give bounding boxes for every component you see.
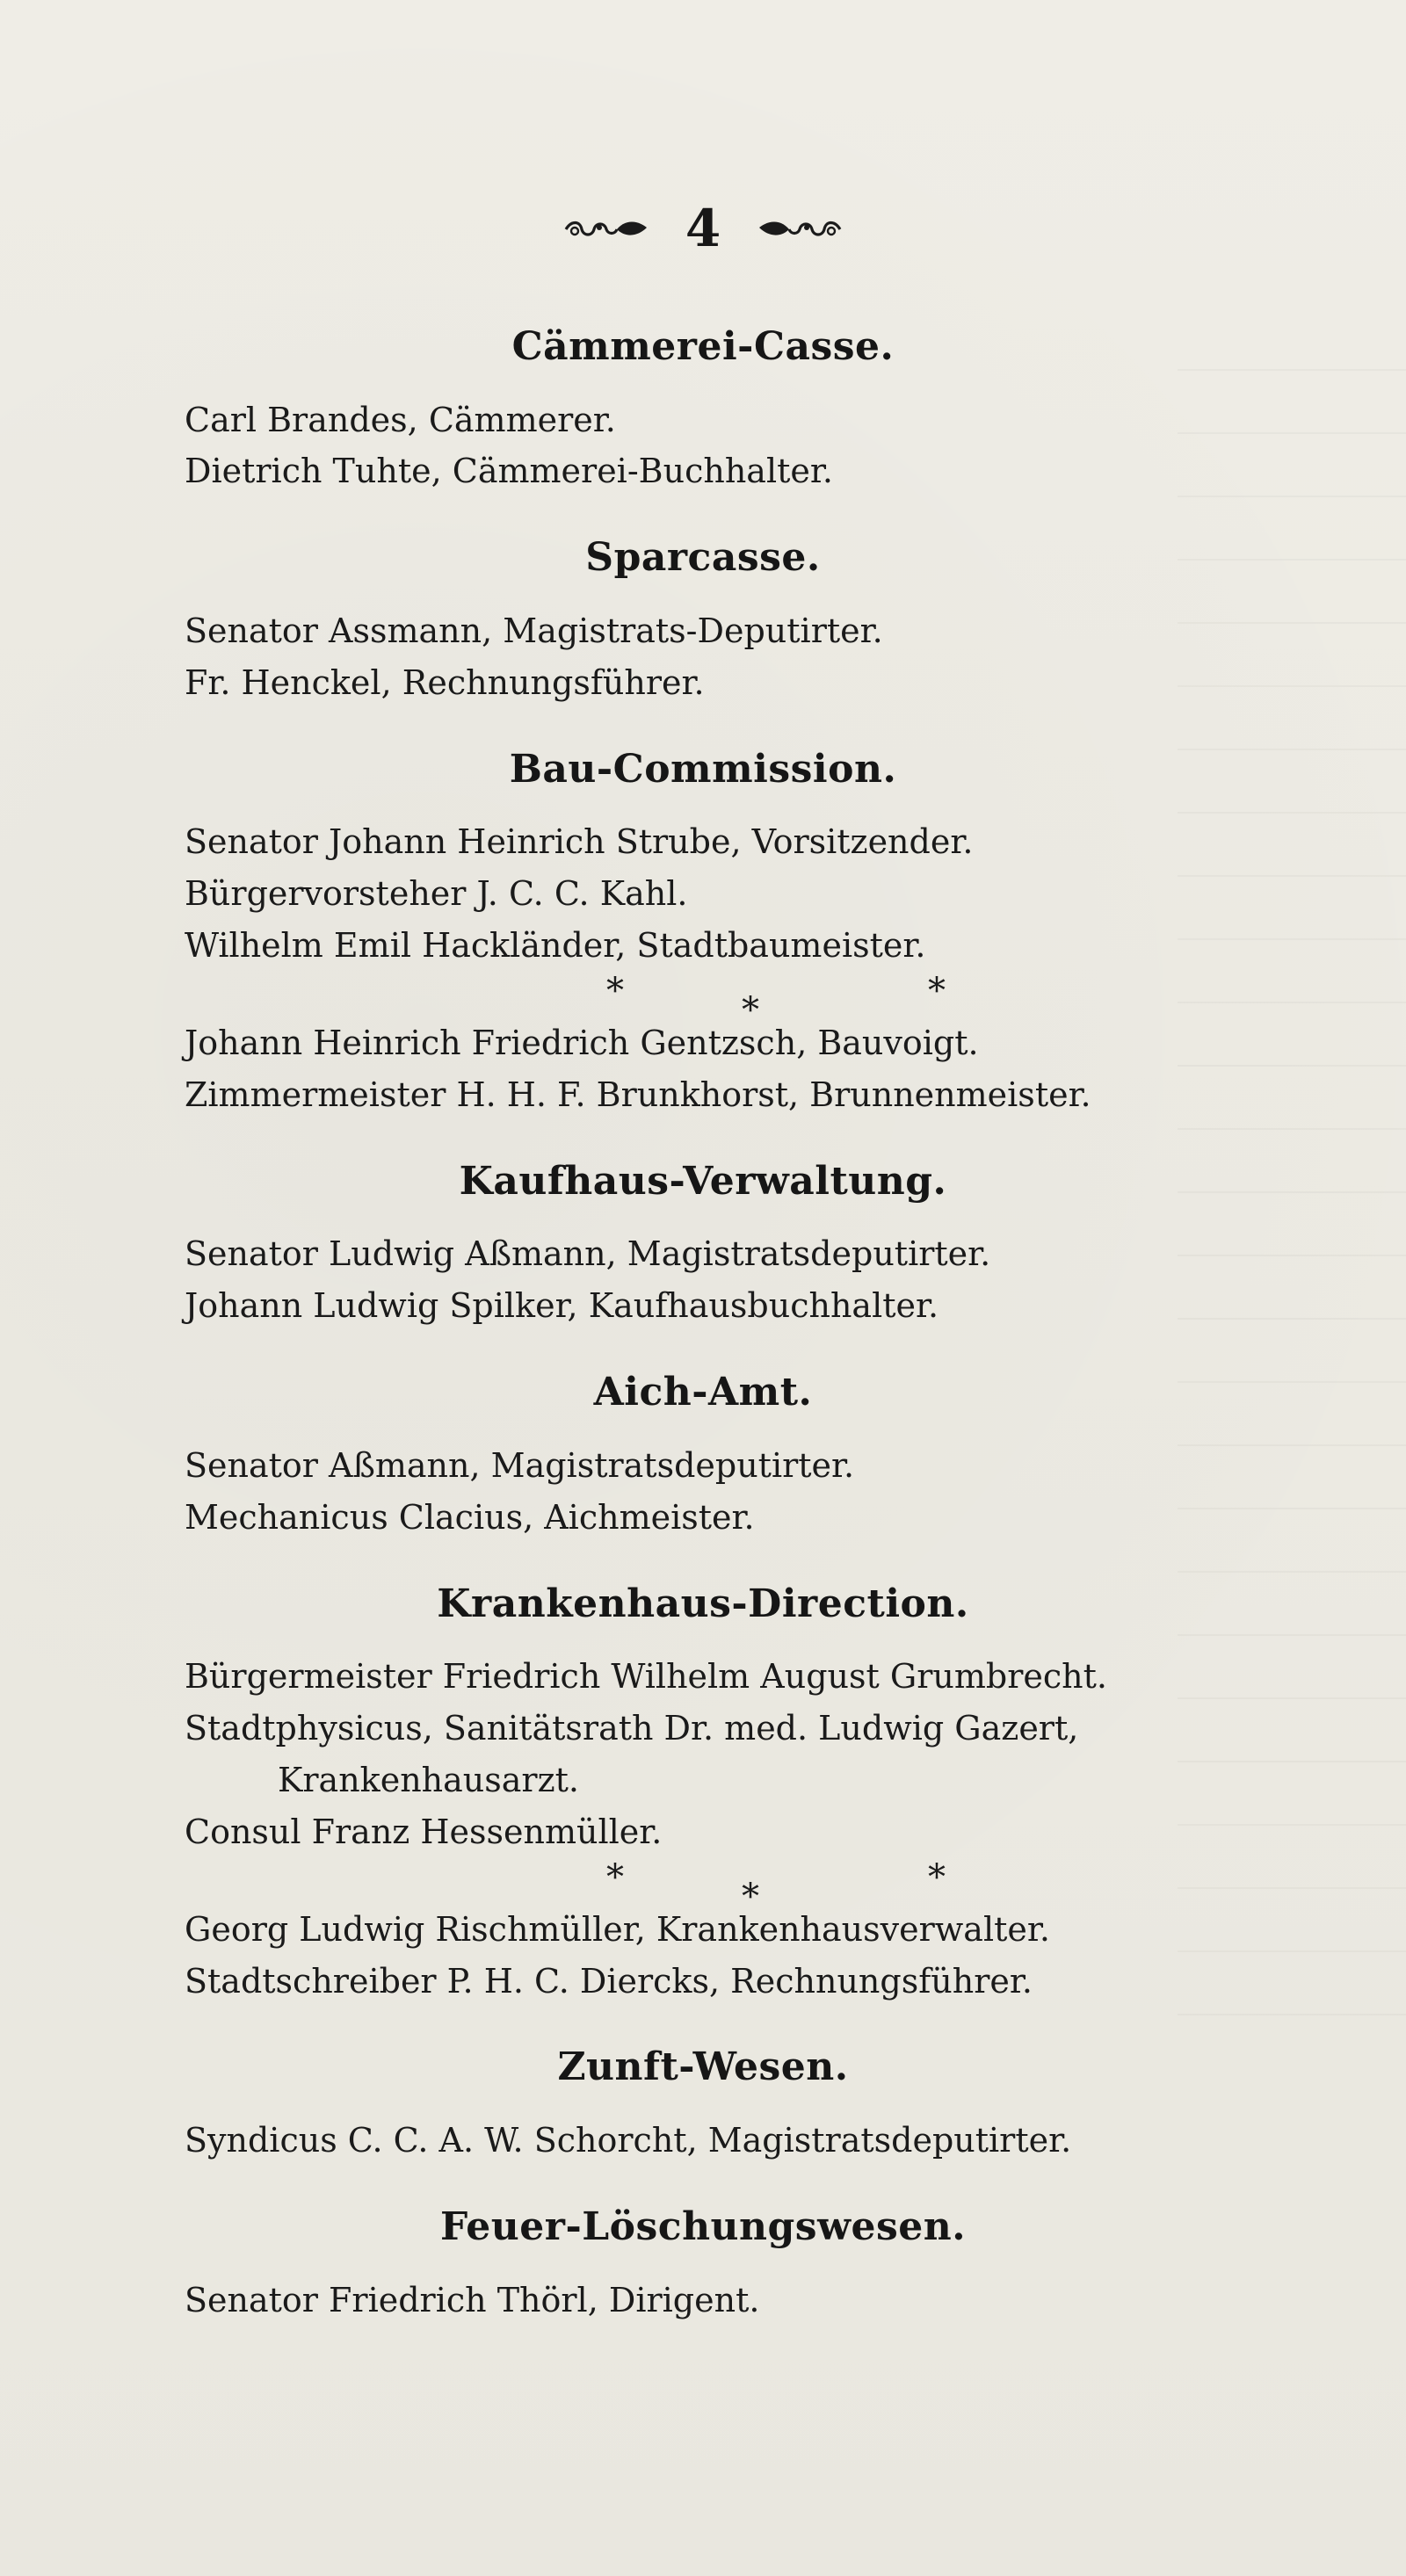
- list-item: Bürgermeister Friedrich Wilhelm August Grumbrecht.: [185, 1657, 1107, 1697]
- list-item: Syndicus C. C. A. W. Schorcht, Magistratsdeputirter.: [185, 2121, 1072, 2160]
- asterisk-mark: *: [606, 1856, 624, 1898]
- list-item: Georg Ludwig Rischmüller, Krankenhausverwalter.: [185, 1909, 1050, 1949]
- section-bau-commission: [0, 748, 1406, 1121]
- list-item: Stadtschreiber P. H. C. Diercks, Rechnungsführer.: [185, 1961, 1033, 2001]
- list-item: Senator Friedrich Thörl, Dirigent.: [185, 2280, 760, 2319]
- list-item: Mechanicus Clacius, Aichmeister.: [185, 1497, 755, 1537]
- section-title: Feuer-Löschungswesen.: [439, 2203, 967, 2249]
- asterisk-mark: *: [742, 1876, 759, 1917]
- section-caemmerei-casse: [0, 325, 1406, 497]
- list-item: Wilhelm Emil Hackländer, Stadtbaumeister.: [185, 926, 926, 966]
- list-item: Johann Ludwig Spilker, Kaufhausbuchhalter.: [185, 1286, 939, 1326]
- page-number: 4: [685, 199, 721, 258]
- asterisk-mark: *: [606, 971, 624, 1012]
- entry-list: [185, 2115, 1318, 2167]
- list-item: Bürgervorsteher J. C. C. Kahl.: [185, 874, 688, 914]
- list-item: Zimmermeister H. H. F. Brunkhorst, Brunnenmeister.: [185, 1075, 1091, 1114]
- section-title: Kaufhaus-Verwaltung.: [459, 1158, 947, 1204]
- entry-list: [185, 605, 1318, 709]
- section-aich-amt: [0, 1371, 1406, 1543]
- list-item: Dietrich Tuhte, Cämmerei-Buchhalter.: [185, 452, 833, 491]
- entry-list: [185, 1440, 1318, 1544]
- list-item: Stadtphysicus, Sanitätsrath Dr. med. Ludwig Gazert,: [185, 1709, 1079, 1748]
- section-title: Cämmerei-Casse.: [511, 324, 895, 369]
- list-item: Fr. Henckel, Rechnungsführer.: [185, 662, 705, 702]
- asterisk-mark: *: [928, 971, 946, 1012]
- section-zunft-wesen: [0, 2045, 1406, 2166]
- asterism-divider: [185, 968, 1318, 1031]
- list-item: Johann Heinrich Friedrich Gentzsch, Bauvoigt.: [185, 1024, 979, 1063]
- list-item: Senator Johann Heinrich Strube, Vorsitzender.: [185, 822, 974, 862]
- entry-list: [185, 1228, 1318, 1332]
- list-item-continuation: Krankenhausarzt.: [278, 1760, 579, 1799]
- page-header: [0, 193, 1406, 264]
- list-item: Senator Ludwig Aßmann, Magistratsdeputirter.: [185, 1234, 991, 1274]
- ornament-flourish-left-icon: [564, 213, 656, 243]
- entry-list: [185, 1651, 1318, 2007]
- section-title: Krankenhaus-Direction.: [437, 1581, 969, 1626]
- section-title: Aich-Amt.: [593, 1370, 813, 1415]
- list-item: Senator Aßmann, Magistratsdeputirter.: [185, 1445, 855, 1485]
- list-item: Carl Brandes, Cämmerer.: [185, 400, 616, 439]
- ornament-flourish-right-icon: [750, 213, 842, 243]
- asterisk-mark: *: [928, 1856, 946, 1898]
- section-sparcasse: [0, 536, 1406, 708]
- list-item: Senator Assmann, Magistrats-Deputirter.: [185, 611, 883, 650]
- section-krankenhaus-direction: [0, 1582, 1406, 2008]
- section-title: Zunft-Wesen.: [557, 2044, 849, 2090]
- entry-list: [185, 816, 1318, 1120]
- entry-list: [185, 394, 1318, 498]
- list-item: Consul Franz Hessenmüller.: [185, 1812, 663, 1851]
- section-kaufhaus-verwaltung: [0, 1160, 1406, 1332]
- section-feuer-loeschungswesen: [0, 2205, 1406, 2326]
- asterism-divider: [185, 1855, 1318, 1917]
- asterisk-mark: *: [742, 990, 759, 1031]
- section-title: Bau-Commission.: [509, 746, 897, 792]
- section-title: Sparcasse.: [585, 535, 821, 581]
- entry-list: [185, 2275, 1318, 2326]
